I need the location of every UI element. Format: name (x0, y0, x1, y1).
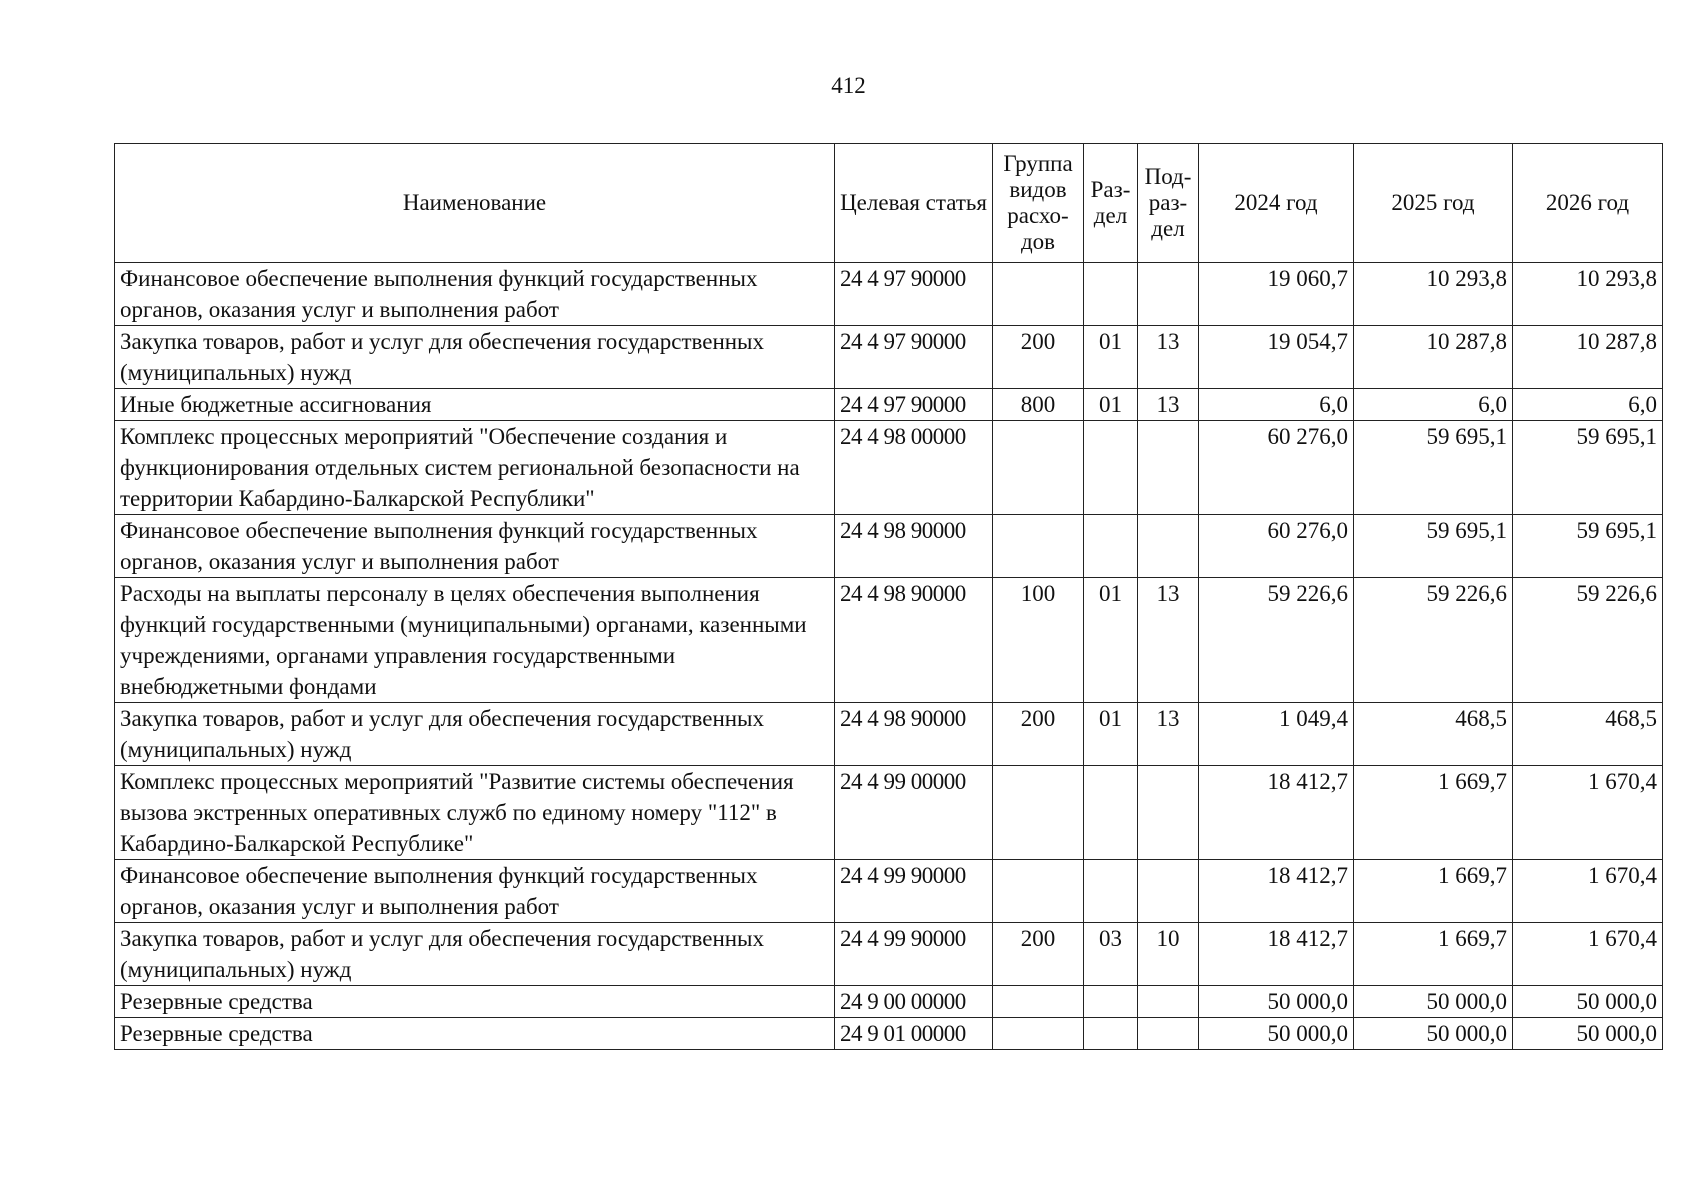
cell-year-2024: 18 412,7 (1199, 923, 1354, 986)
cell-year-2026: 50 000,0 (1513, 1018, 1663, 1050)
table-row (115, 766, 1663, 860)
cell-section (1084, 515, 1138, 578)
cell-expense-group: 200 (993, 923, 1084, 986)
header-section: Раз- дел (1084, 144, 1138, 263)
cell-year-2025: 1 669,7 (1354, 923, 1513, 986)
cell-name: Резервные средства (115, 1018, 835, 1050)
cell-expense-group (993, 1018, 1084, 1050)
table-row (115, 515, 1663, 578)
cell-section (1084, 1018, 1138, 1050)
cell-target-article: 24 9 00 00000 (835, 986, 993, 1018)
cell-name: Закупка товаров, работ и услуг для обеспечения государственных (муниципальных) нужд (115, 923, 835, 986)
cell-subsection (1138, 263, 1199, 326)
cell-subsection: 13 (1138, 326, 1199, 389)
cell-year-2026: 10 287,8 (1513, 326, 1663, 389)
cell-subsection: 10 (1138, 923, 1199, 986)
cell-year-2025: 468,5 (1354, 703, 1513, 766)
header-target-article: Целевая статья (835, 144, 993, 263)
cell-year-2026: 1 670,4 (1513, 923, 1663, 986)
table-row (115, 578, 1663, 703)
cell-year-2026: 59 695,1 (1513, 421, 1663, 515)
cell-year-2024: 19 060,7 (1199, 263, 1354, 326)
cell-target-article: 24 4 98 90000 (835, 578, 993, 703)
cell-year-2026: 1 670,4 (1513, 860, 1663, 923)
table-row (115, 326, 1663, 389)
table-body (115, 263, 1663, 1050)
cell-year-2024: 60 276,0 (1199, 421, 1354, 515)
cell-year-2026: 10 293,8 (1513, 263, 1663, 326)
cell-target-article: 24 4 99 90000 (835, 860, 993, 923)
cell-expense-group (993, 263, 1084, 326)
header-year-2026: 2026 год (1513, 144, 1663, 263)
cell-expense-group: 800 (993, 389, 1084, 421)
cell-year-2025: 6,0 (1354, 389, 1513, 421)
cell-expense-group (993, 986, 1084, 1018)
table-row (115, 923, 1663, 986)
table-row (115, 703, 1663, 766)
cell-target-article: 24 4 98 90000 (835, 703, 993, 766)
cell-expense-group (993, 515, 1084, 578)
cell-name: Резервные средства (115, 986, 835, 1018)
cell-target-article: 24 4 98 00000 (835, 421, 993, 515)
cell-year-2025: 59 695,1 (1354, 515, 1513, 578)
cell-name: Иные бюджетные ассигнования (115, 389, 835, 421)
cell-year-2025: 10 287,8 (1354, 326, 1513, 389)
cell-target-article: 24 4 99 00000 (835, 766, 993, 860)
cell-subsection (1138, 986, 1199, 1018)
cell-name: Комплекс процессных мероприятий "Развитие системы обеспечения вызова экстренных оперативных служб по единому номеру "112" в Кабардино-Балкарской Республике" (115, 766, 835, 860)
cell-name: Закупка товаров, работ и услуг для обеспечения государственных (муниципальных) нужд (115, 703, 835, 766)
cell-expense-group: 200 (993, 326, 1084, 389)
table-row (115, 986, 1663, 1018)
header-year-2025: 2025 год (1354, 144, 1513, 263)
cell-section (1084, 860, 1138, 923)
cell-name: Расходы на выплаты персоналу в целях обеспечения выполнения функций государственными (муниципальными) органами, казенными учреждениями, органами управления государственными внебюджетными фондами (115, 578, 835, 703)
cell-year-2026: 6,0 (1513, 389, 1663, 421)
cell-year-2024: 1 049,4 (1199, 703, 1354, 766)
table-row (115, 389, 1663, 421)
page-number: 412 (831, 73, 866, 98)
cell-year-2026: 59 695,1 (1513, 515, 1663, 578)
cell-name: Финансовое обеспечение выполнения функций государственных органов, оказания услуг и выполнения работ (115, 515, 835, 578)
cell-year-2024: 19 054,7 (1199, 326, 1354, 389)
cell-section (1084, 986, 1138, 1018)
cell-year-2025: 50 000,0 (1354, 986, 1513, 1018)
cell-year-2024: 18 412,7 (1199, 766, 1354, 860)
cell-year-2024: 18 412,7 (1199, 860, 1354, 923)
cell-subsection (1138, 421, 1199, 515)
header-year-2024: 2024 год (1199, 144, 1354, 263)
cell-section: 03 (1084, 923, 1138, 986)
table-row (115, 421, 1663, 515)
cell-year-2026: 59 226,6 (1513, 578, 1663, 703)
cell-year-2024: 59 226,6 (1199, 578, 1354, 703)
cell-year-2024: 6,0 (1199, 389, 1354, 421)
cell-year-2024: 50 000,0 (1199, 1018, 1354, 1050)
cell-expense-group: 200 (993, 703, 1084, 766)
header-name: Наименование (115, 144, 835, 263)
cell-subsection: 13 (1138, 389, 1199, 421)
cell-target-article: 24 4 97 90000 (835, 326, 993, 389)
cell-subsection: 13 (1138, 703, 1199, 766)
cell-name: Финансовое обеспечение выполнения функций государственных органов, оказания услуг и выполнения работ (115, 263, 835, 326)
cell-section: 01 (1084, 703, 1138, 766)
cell-section: 01 (1084, 389, 1138, 421)
cell-year-2025: 10 293,8 (1354, 263, 1513, 326)
header-row (115, 144, 1663, 263)
cell-subsection: 13 (1138, 578, 1199, 703)
cell-expense-group (993, 766, 1084, 860)
cell-section (1084, 421, 1138, 515)
cell-name: Закупка товаров, работ и услуг для обеспечения государственных (муниципальных) нужд (115, 326, 835, 389)
cell-subsection (1138, 766, 1199, 860)
budget-table (114, 143, 1663, 1050)
cell-target-article: 24 9 01 00000 (835, 1018, 993, 1050)
cell-target-article: 24 4 99 90000 (835, 923, 993, 986)
cell-name: Финансовое обеспечение выполнения функций государственных органов, оказания услуг и выполнения работ (115, 860, 835, 923)
cell-year-2024: 60 276,0 (1199, 515, 1354, 578)
cell-year-2026: 468,5 (1513, 703, 1663, 766)
cell-expense-group (993, 860, 1084, 923)
cell-year-2025: 59 226,6 (1354, 578, 1513, 703)
table-row (115, 1018, 1663, 1050)
cell-subsection (1138, 515, 1199, 578)
cell-section (1084, 263, 1138, 326)
cell-expense-group: 100 (993, 578, 1084, 703)
table-row (115, 263, 1663, 326)
cell-subsection (1138, 860, 1199, 923)
cell-target-article: 24 4 97 90000 (835, 263, 993, 326)
header-subsection: Под- раз- дел (1138, 144, 1199, 263)
cell-name: Комплекс процессных мероприятий "Обеспечение создания и функционирования отдельных систем региональной безопасности на территории Кабардино-Балкарской Республики" (115, 421, 835, 515)
cell-year-2025: 59 695,1 (1354, 421, 1513, 515)
header-expense-group: Группа видов расхо- дов (993, 144, 1084, 263)
cell-subsection (1138, 1018, 1199, 1050)
cell-year-2026: 50 000,0 (1513, 986, 1663, 1018)
cell-year-2025: 50 000,0 (1354, 1018, 1513, 1050)
cell-year-2024: 50 000,0 (1199, 986, 1354, 1018)
cell-section: 01 (1084, 578, 1138, 703)
cell-target-article: 24 4 98 90000 (835, 515, 993, 578)
cell-expense-group (993, 421, 1084, 515)
cell-year-2025: 1 669,7 (1354, 860, 1513, 923)
cell-section (1084, 766, 1138, 860)
cell-year-2026: 1 670,4 (1513, 766, 1663, 860)
cell-year-2025: 1 669,7 (1354, 766, 1513, 860)
cell-target-article: 24 4 97 90000 (835, 389, 993, 421)
table-row (115, 860, 1663, 923)
cell-section: 01 (1084, 326, 1138, 389)
